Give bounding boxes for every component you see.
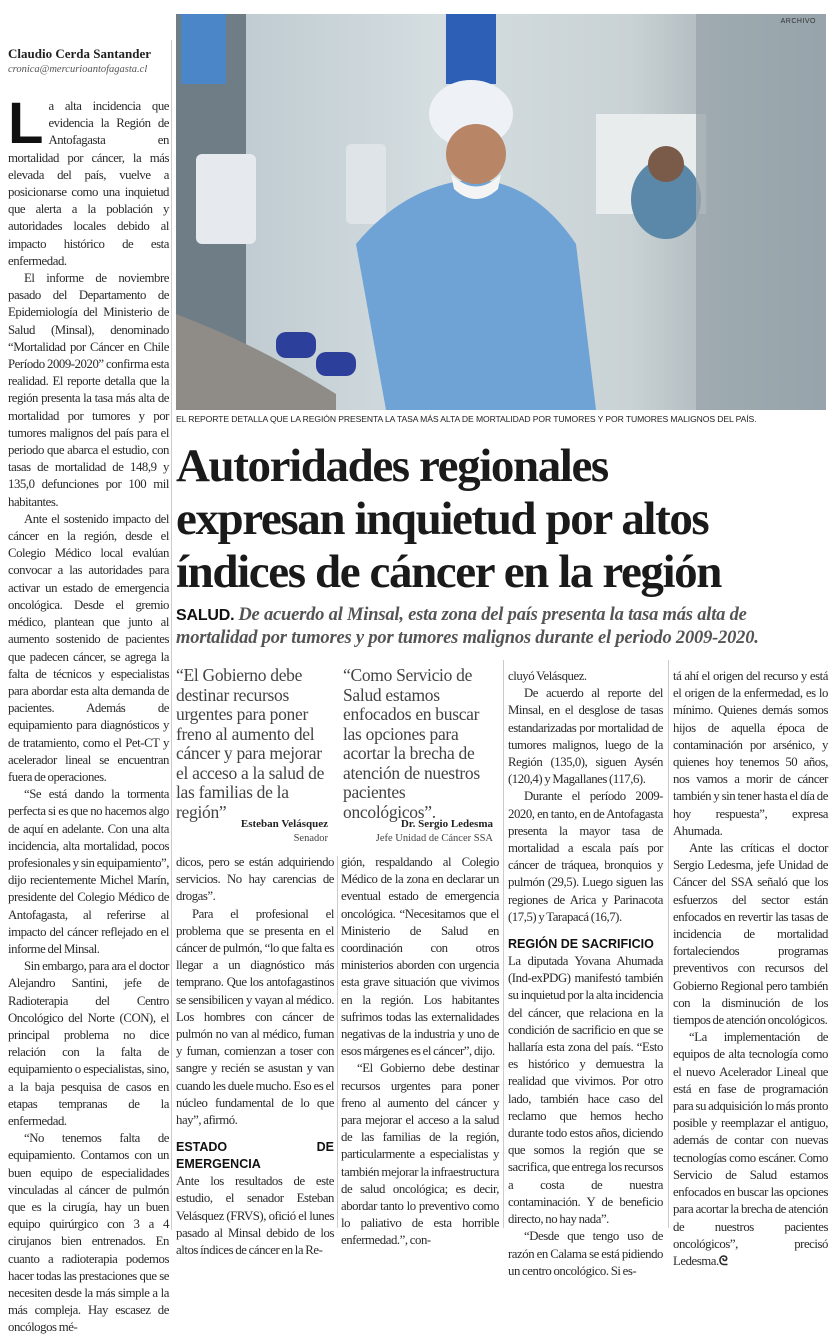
paragraph: Sin embargo, para ara el doctor Alejandro Santini, jefe de Radioterapia del Centro Oncológico del Norte (CON), el principal problema no dice relación con la falta de equipamiento o especialistas, sino, a la baja pesquisa de casos en etapas tempranas de la enfermedad. (8, 959, 169, 1128)
lead-paragraph (8, 91, 169, 270)
paragraph: Ante el sostenido impacto del cáncer en la región, desde el Colegio Médico local evalúan convocar a las autoridades para activar un estado de emergencia oncológica. Desde el gremio médico, plantean que junto al aumento sostenido de pacientes que padecen cáncer, se agrega la falta de técnicos y especialistas para abordar esta alta demanda de pacientes. Además de equipamiento para diagnósticos y de tratamiento, como el Pet-CT y acelerador lineal se encuentran fuera de operaciones. (8, 511, 169, 784)
photo-credit: ARCHIVO (780, 18, 816, 25)
column-divider (337, 856, 338, 1228)
article-column-2 (176, 854, 334, 1259)
end-mark-icon: ᘓ (718, 1253, 728, 1268)
paragraph-text: “La implementación de equipos de alta tecnología como el nuevo Acelerador Lineal que está en fase de programación para su adquisición lo más pronto posible y reemplazar el antiguo, además de contar con nuevas tecnologías como escáner. Como Servicio de Salud estamos enfocados en buscar las opciones para acortar la brecha de atención de nuestros pacientes oncológicos”, precisó Ledesma. (673, 1030, 828, 1268)
paragraph: De acuerdo al reporte del Minsal, en el desglose de tasas estandarizadas por mortalidad de tumores malignos, luego de la Región (135,0), siguen Aysén (120,4) y Magallanes (117,6). (508, 686, 663, 787)
paragraph: Para el profesional el problema que se presenta en el cáncer de pulmón, “lo que falta es llegar a un diagnóstico más temprano. Que los antofagastinos se sensibilicen y vayan al médico. Los hombres con cáncer de pulmón no van al médico, fuman y fuman, comienzan a toser con sangre y recién se asustan y van cuando les duele mucho. Eso es el núcleo fundamental de lo que hay”, afirmó. (176, 906, 334, 1128)
article-column-5 (673, 668, 828, 1270)
paragraph: “El Gobierno debe destinar recursos urgentes para poner freno al aumento del cáncer y para mejorar el acceso a la salud de las familias de la región, particularmente a especialistas y también mejorar la infraestructura de salud oncológica; es decir, abordar tanto lo preventivo como lo paliativo de esta horrible enfermedad.”, con- (341, 1061, 499, 1248)
photo-caption: EL REPORTE DETALLA QUE LA REGIÓN PRESENTA LA TASA MÁS ALTA DE MORTALIDAD POR TUMORES Y POR TUMORES MALIGNOS DEL PAÍS. (176, 414, 757, 424)
quote-author: Esteban Velásquez (240, 818, 328, 830)
hospital-nurse-photo (176, 14, 826, 410)
paragraph: Durante el período 2009-2020, en tanto, en de Antofagasta presenta la mayor tasa de mortalidad a escala país por cáncer de tráquea, bronquios y pulmón (29,5). Luego siguen las regiones de Arica y Parinacota (17,5) y Tarapacá (16,7). (508, 789, 663, 924)
author-name: Claudio Cerda Santander (8, 46, 152, 61)
subheadline (176, 604, 826, 650)
paragraph: “No tenemos falta de equipamiento. Contamos con un buen equipo de especialidades vinculadas al cáncer de pulmón que es la cirugía, hay un buen equipo quirúrgico con 3 a 4 cirujanos bien entrenados. En cuanto a radioterapia podemos hacer todas las prestaciones que se necesiten desde la más simple a la más compleja. Hay escasez de oncólogos mé- (8, 1131, 169, 1335)
paragraph: dicos, pero se están adquiriendo servicios. No hay carencias de drogas”. (176, 855, 334, 904)
article-column-1 (8, 91, 169, 1337)
paragraph: Ante las críticas el doctor Sergio Ledesma, jefe Unidad de Cáncer del SSA señaló que los esfuerzos del sector están enfocados en revertir las tasas de incidencia de mortalidad fortaleciendos programas preventivos con recursos del Gobierno Regional pero también con la disminución de los tiempos de atención oncológicos. (673, 841, 828, 1028)
quote-author: Dr. Sergio Ledesma (400, 818, 493, 830)
section-heading: REGIÓN DE SACRIFICIO (508, 937, 654, 952)
paragraph: Ante los resultados de este estudio, el senador Esteban Velásquez (FRVS), ofició el lunes pasado al Minsal debido de los altos índices de cáncer en la Re- (176, 1174, 334, 1258)
lead-text: a alta incidencia que evidencia la Región de Antofagasta en mortalidad por cáncer, la más elevada del país, vuelve a posicionarse como una inquietud que alerta a la población y autoridades locales debido al impacto histórico de esta enfermedad. (8, 99, 169, 268)
column-divider (171, 40, 172, 1230)
paragraph (673, 1029, 828, 1270)
headline-line: índices de cáncer en la región (176, 546, 722, 598)
pull-quote: “Como Servicio de Salud estamos enfocados en buscar las opciones para acortar la brecha de atención de nuestros pacientes oncológicos”. (343, 665, 480, 822)
paragraph: “Se está dando la tormenta perfecta si es que no hacemos algo de aquí en adelante. Con una alta incidencia, alta mortalidad, pocos profesionales y sin equipamiento”, dijo recientemente Michel Marín, presidente del Colegio Médico de Antofagasta, al referirse al impacto del cáncer reflejado en el informe del Minsal. (8, 787, 169, 956)
article-column-4 (508, 668, 663, 1280)
paragraph: “Desde que tengo uso de razón en Calama se está pidiendo un centro oncológico. Si es- (508, 1229, 663, 1278)
paragraph: El informe de noviembre pasado del Departamento de Epidemiología del Ministerio de Salud (Minsal), denominado “Mortalidad por Cáncer en Chile Período 2009-2020” confirma esta realidad. El reporte detalla que la región presenta la tasa más alta de mortalidad por tumores y por tumores malignos del país para el periodo que abarca el estudio, con tasas de mortalidad de 148,9 y 135,0 defunciones por 100 mil habitantes. (8, 271, 169, 509)
drop-cap: L (8, 91, 44, 156)
headline (176, 440, 826, 599)
article-photo (176, 14, 826, 410)
author-email[interactable]: cronica@mercurioantofagasta.cl (8, 64, 148, 75)
subheadline-text: De acuerdo al Minsal, esta zona del país presenta la tasa más alta de mortalidad por tumores y por tumores malignos durante el periodo 2009-2020. (176, 605, 759, 648)
paragraph: cluyó Velásquez. (508, 669, 587, 683)
column-divider (503, 660, 504, 1228)
section-heading: ESTADO DE EMERGENCIA (176, 1140, 334, 1172)
paragraph: gión, respaldando al Colegio Médico de la zona en declarar un eventual estado de emergencia oncológica. “Necesitamos que el Ministerio de Salud en coordinación con otros ministerios aborden con urgencia esta grave situación que vivimos en la región. Los habitantes sufrimos todas las externalidades negativas de la industria y uno de esos márgenes es el cáncer”, dijo. (341, 855, 499, 1059)
article-column-3 (341, 854, 499, 1250)
headline-line: Autoridades regionales (176, 440, 608, 492)
column-divider (668, 660, 669, 1228)
paragraph: La diputada Yovana Ahumada (Ind-exPDG) manifestó también su inquietud por la alta incidencia del cáncer, que relaciona en la condición de sacrificio en que se hallaría esta zona del país. “Esto es histórico y demuestra la realidad que vivimos. Por otro lado, también hace caso del reclamo que hemos hecho durante todo estos años, diciendo que somos la región que se sacrifica, que entrega los recursos a costa de nuestra contaminación. Y de beneficio directo, no hay nada”. (508, 954, 663, 1227)
paragraph: tá ahí el origen del recurso y está el origen de la enfermedad, es lo mínimo. Quienes demás somos hijos de aquella época de contaminación por arsénico, y quienes hoy tenemos 50 años, nos vamos a morir de cáncer también y sin tener hasta el día de hoy respuesta”, expresa Ahumada. (673, 669, 828, 838)
quote-author-role: Senador (293, 833, 328, 844)
section-kicker: SALUD. (176, 607, 235, 624)
headline-line: expresan inquietud por altos (176, 493, 709, 545)
pull-quote: “El Gobierno debe destinar recursos urgentes para poner freno al aumento del cáncer y para mejorar el acceso a la salud de las familias de la región” (176, 665, 325, 822)
quote-author-role: Jefe Unidad de Cáncer SSA (375, 833, 493, 844)
